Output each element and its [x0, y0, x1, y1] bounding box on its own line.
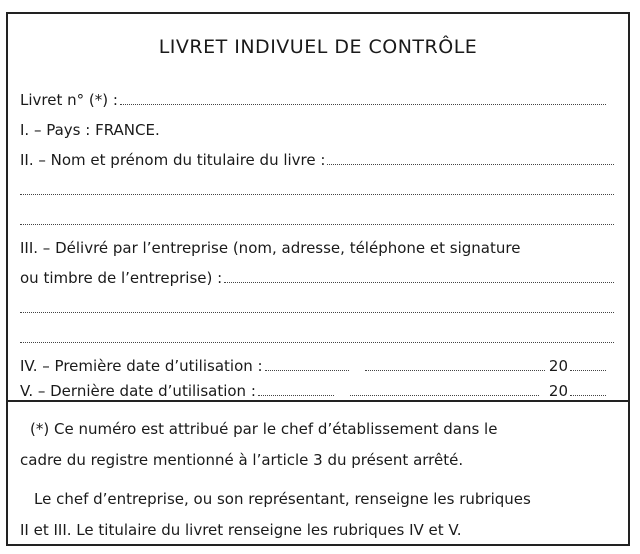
premiere-date-year-prefix: 20 [548, 357, 568, 375]
livret-number-label: Livret n° (*) : [20, 91, 118, 109]
chef-note-line2: II et III. Le titulaire du livret renseigne les rubriques IV et V. [20, 521, 462, 539]
delivre-continuation-row-1 [20, 290, 614, 320]
asterisk-note [20, 414, 614, 476]
delivre-row-2 [20, 260, 614, 290]
form-title: LIVRET INDIVUEL DE CONTRÔLE [158, 36, 478, 58]
asterisk-note-line1: (*) Ce numéro est attribué par le chef d’établissement dans le [30, 420, 498, 438]
derniere-date-year-field[interactable] [570, 395, 606, 396]
chef-note [20, 484, 614, 546]
premiere-date-day-field[interactable] [265, 370, 349, 371]
derniere-date-year-prefix: 20 [548, 382, 568, 400]
nom-row [20, 142, 614, 172]
nom-continuation-row-2 [20, 202, 614, 232]
delivre-row-1 [20, 230, 614, 260]
derniere-date-label: V. – Dernière date d’utilisation : [20, 382, 256, 400]
nom-field-continuation-1[interactable] [20, 194, 614, 195]
chef-note-line1: Le chef d’entreprise, ou son représentant, renseigne les rubriques [34, 490, 531, 508]
delivre-label-line2: ou timbre de l’entreprise) : [20, 269, 223, 287]
pays-row [20, 112, 614, 142]
premiere-date-month-field[interactable] [365, 370, 545, 371]
livret-number-field[interactable] [120, 104, 606, 105]
premiere-date-label: IV. – Première date d’utilisation : [20, 357, 263, 375]
nom-label: II. – Nom et prénom du titulaire du livre : [20, 151, 326, 169]
premiere-date-year-field[interactable] [570, 370, 606, 371]
nom-field[interactable] [327, 164, 614, 165]
section-divider [8, 400, 628, 402]
delivre-field-continuation-2[interactable] [20, 342, 614, 343]
delivre-label-line1: III. – Délivré par l’entreprise (nom, adresse, téléphone et signature [20, 239, 521, 257]
derniere-date-row [20, 373, 606, 403]
delivre-field-continuation-1[interactable] [20, 312, 614, 313]
pays-label: I. – Pays : FRANCE. [20, 121, 160, 139]
nom-field-continuation-2[interactable] [20, 224, 614, 225]
nom-continuation-row-1 [20, 172, 614, 202]
derniere-date-day-field[interactable] [258, 395, 334, 396]
asterisk-note-line2: cadre du registre mentionné à l’article 3 du présent arrêté. [20, 451, 464, 469]
derniere-date-month-field[interactable] [350, 395, 539, 396]
delivre-field[interactable] [224, 282, 614, 283]
form-box [6, 12, 630, 546]
delivre-continuation-row-2 [20, 320, 614, 350]
livret-number-row [20, 82, 606, 112]
